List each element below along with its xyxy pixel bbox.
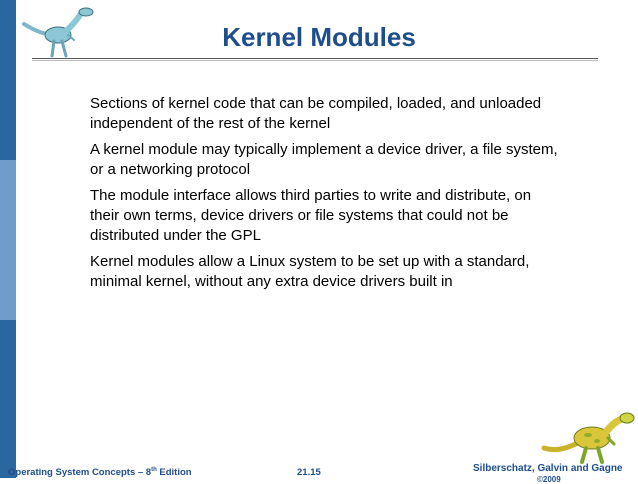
footer-book-sup: th (151, 467, 157, 473)
footer-authors: Silberschatz, Galvin and Gagne (473, 463, 623, 474)
slide-title: Kernel Modules (222, 22, 416, 52)
slide-footer (0, 463, 638, 484)
bullet-item: Sections of kernel code that can be compiled, loaded, and unloaded independent of the rest of the kernel (90, 95, 542, 132)
title-divider (32, 58, 598, 59)
footer-copyright-year: ©2009 (537, 475, 561, 484)
dinosaur-mascot-icon (540, 408, 636, 466)
title-divider-shadow (32, 60, 598, 61)
footer-book-title (8, 467, 192, 478)
bullet-item: A kernel module may typically implement a device driver, a file system, or a networking protocol (90, 141, 558, 178)
bullet-item: Kernel modules allow a Linux system to be set up with a standard, minimal kernel, without any extra device drivers built in (90, 253, 530, 290)
footer-page-number: 21.15 (297, 467, 321, 478)
footer-book-suffix: Edition (156, 467, 192, 479)
bullet-item: The module interface allows third parties to write and distribute, on their own terms, device drivers or file systems that could not be distributed under the GPL (90, 187, 532, 244)
footer-book-prefix: Operating System Concepts – 8 (8, 467, 152, 479)
bullet-list (90, 94, 560, 298)
left-sidebar-accent (0, 160, 16, 320)
